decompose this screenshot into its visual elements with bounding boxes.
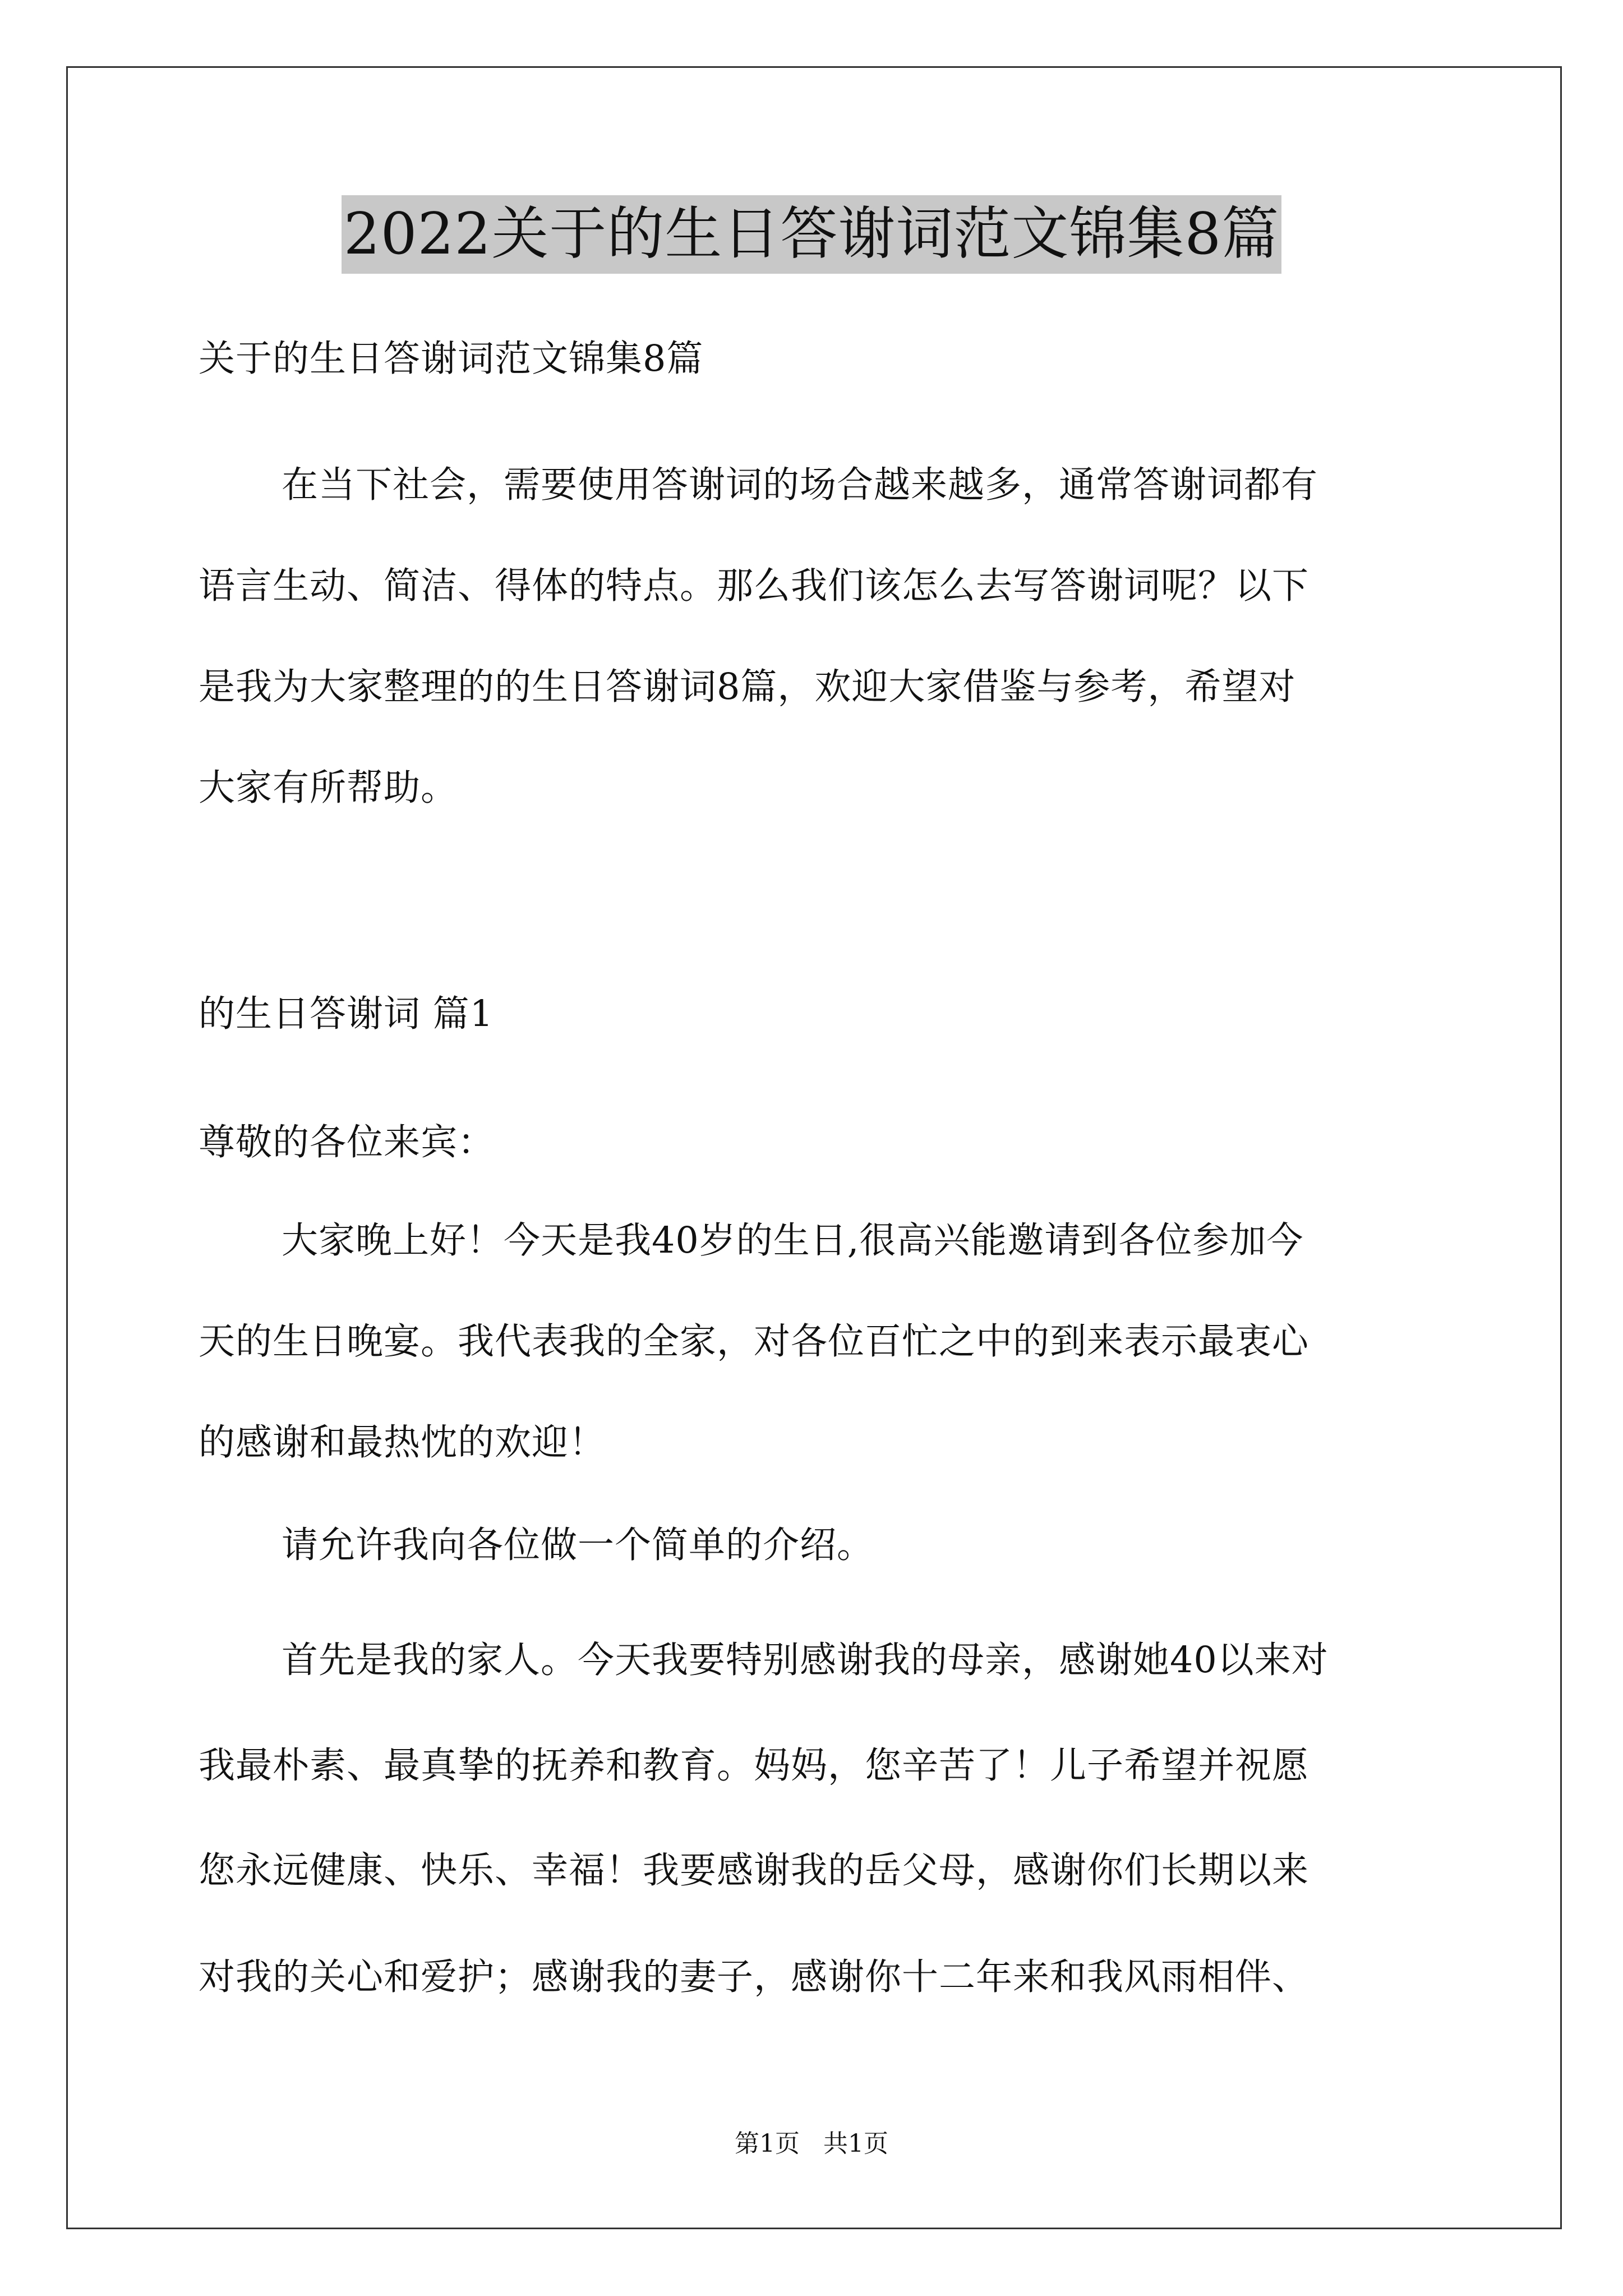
page-number-label: 第1页	[735, 2129, 800, 2158]
paragraph-line: 您永远健康、快乐、幸福！我要感谢我的岳父母，感谢你们长期以来	[199, 1849, 1310, 1892]
document-title: 2022关于的生日答谢词范文锦集8篇	[342, 195, 1281, 274]
paragraph-line: 大家晚上好！今天是我40岁的生日,很高兴能邀请到各位参加今	[282, 1220, 1304, 1262]
paragraph-line: 对我的关心和爱护；感谢我的妻子，感谢你十二年来和我风雨相伴、	[199, 1956, 1310, 1998]
paragraph-line: 在当下社会，需要使用答谢词的场合越来越多，通常答谢词都有	[282, 464, 1318, 506]
paragraph-line: 是我为大家整理的的生日答谢词8篇，欢迎大家借鉴与参考，希望对	[199, 666, 1296, 708]
paragraph-line: 天的生日晚宴。我代表我的全家，对各位百忙之中的到来表示最衷心	[199, 1320, 1310, 1363]
total-pages-label: 共1页	[823, 2129, 888, 2158]
page-footer	[0, 2127, 1623, 2161]
salutation-line: 尊敬的各位来宾：	[199, 1121, 495, 1163]
paragraph-line: 首先是我的家人。今天我要特别感谢我的母亲，感谢她40以来对	[282, 1639, 1329, 1681]
title-container	[0, 195, 1623, 274]
subtitle-line: 关于的生日答谢词范文锦集8篇	[199, 338, 704, 380]
paragraph-line: 我最朴素、最真挚的抚养和教育。妈妈，您辛苦了！儿子希望并祝愿	[199, 1745, 1310, 1787]
paragraph-line: 的感谢和最热忱的欢迎！	[199, 1421, 606, 1464]
paragraph-line: 请允许我向各位做一个简单的介绍。	[282, 1524, 874, 1566]
section-heading: 的生日答谢词 篇1	[199, 993, 494, 1035]
footer-spacer	[800, 2129, 823, 2158]
paragraph-line: 大家有所帮助。	[199, 767, 458, 809]
paragraph-line: 语言生动、简洁、得体的特点。那么我们该怎么去写答谢词呢？以下	[199, 565, 1310, 607]
